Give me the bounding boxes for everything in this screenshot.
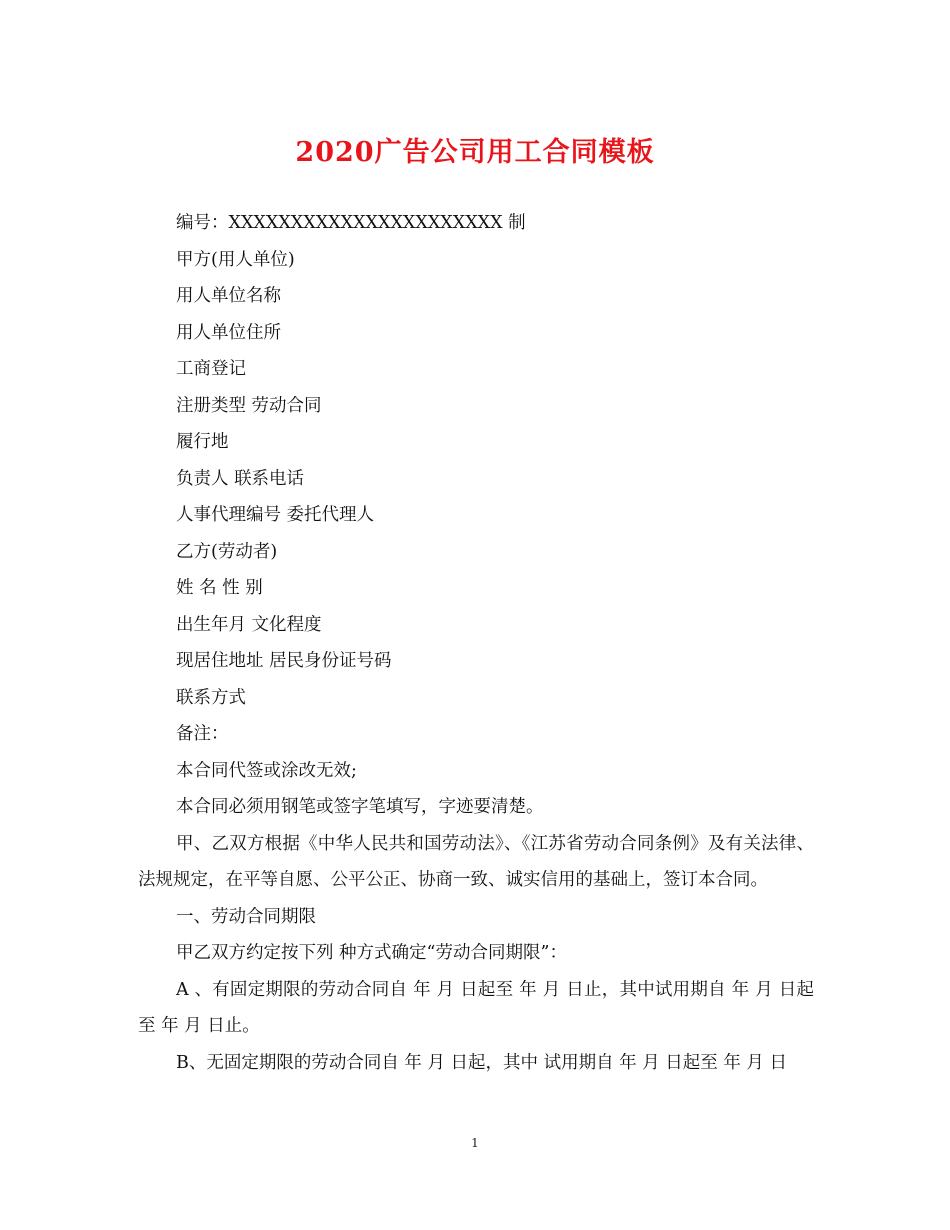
performance-place-line: 履行地 [176, 432, 229, 452]
name-gender-line: 姓 名 性 别 [176, 578, 263, 598]
document-body [138, 205, 814, 1081]
party-b-heading: 乙方(劳动者) [176, 541, 278, 562]
main-paragraph: 甲、乙双方根据《中华人民共和国劳动法》、《江苏省劳动合同条例》及有关法律、法规规定，在平等自愿、公平公正、协商一致、诚实信用的基础上，签订本合同。 [138, 833, 814, 890]
remarks-heading: 备注： [176, 724, 229, 744]
section-one-heading: 一、劳动合同期限 [176, 906, 316, 927]
term-option-a: A 、有固定期限的劳动合同自 年 月 日起至 年 月 日止，其中试用期自 年 月 日起至 年 月 日止。 [138, 979, 814, 1036]
page-number: 1 [471, 1136, 479, 1150]
document-title: 2020广告公司用工合同模板 [295, 137, 655, 168]
responsible-person-line: 负责人 联系电话 [176, 468, 305, 489]
party-a-heading: 甲方(用人单位) [176, 249, 295, 270]
personnel-agent-line: 人事代理编号 委托代理人 [176, 505, 375, 525]
employer-address-line: 用人单位住所 [176, 322, 281, 343]
registration-type-line: 注册类型 劳动合同 [176, 395, 322, 416]
birth-education-line: 出生年月 文化程度 [176, 614, 322, 635]
remark-one: 本合同代签或涂改无效; [176, 760, 357, 781]
address-id-line: 现居住地址 居民身份证号码 [176, 651, 392, 671]
term-option-b: B、无固定期限的劳动合同自 年 月 日起，其中 试用期自 年 月 日起至 年 月 日 [176, 1052, 787, 1073]
employer-name-line: 用人单位名称 [176, 286, 281, 306]
contract-number-line: 编号：XXXXXXXXXXXXXXXXXXXXXX 制 [176, 213, 526, 233]
term-intro: 甲乙双方约定按下列 种方式确定“劳动合同期限”： [176, 943, 567, 963]
contact-line: 联系方式 [176, 687, 246, 708]
business-registration-line: 工商登记 [176, 359, 246, 379]
remark-two: 本合同必须用钢笔或签字笔填写，字迹要清楚。 [176, 797, 544, 817]
